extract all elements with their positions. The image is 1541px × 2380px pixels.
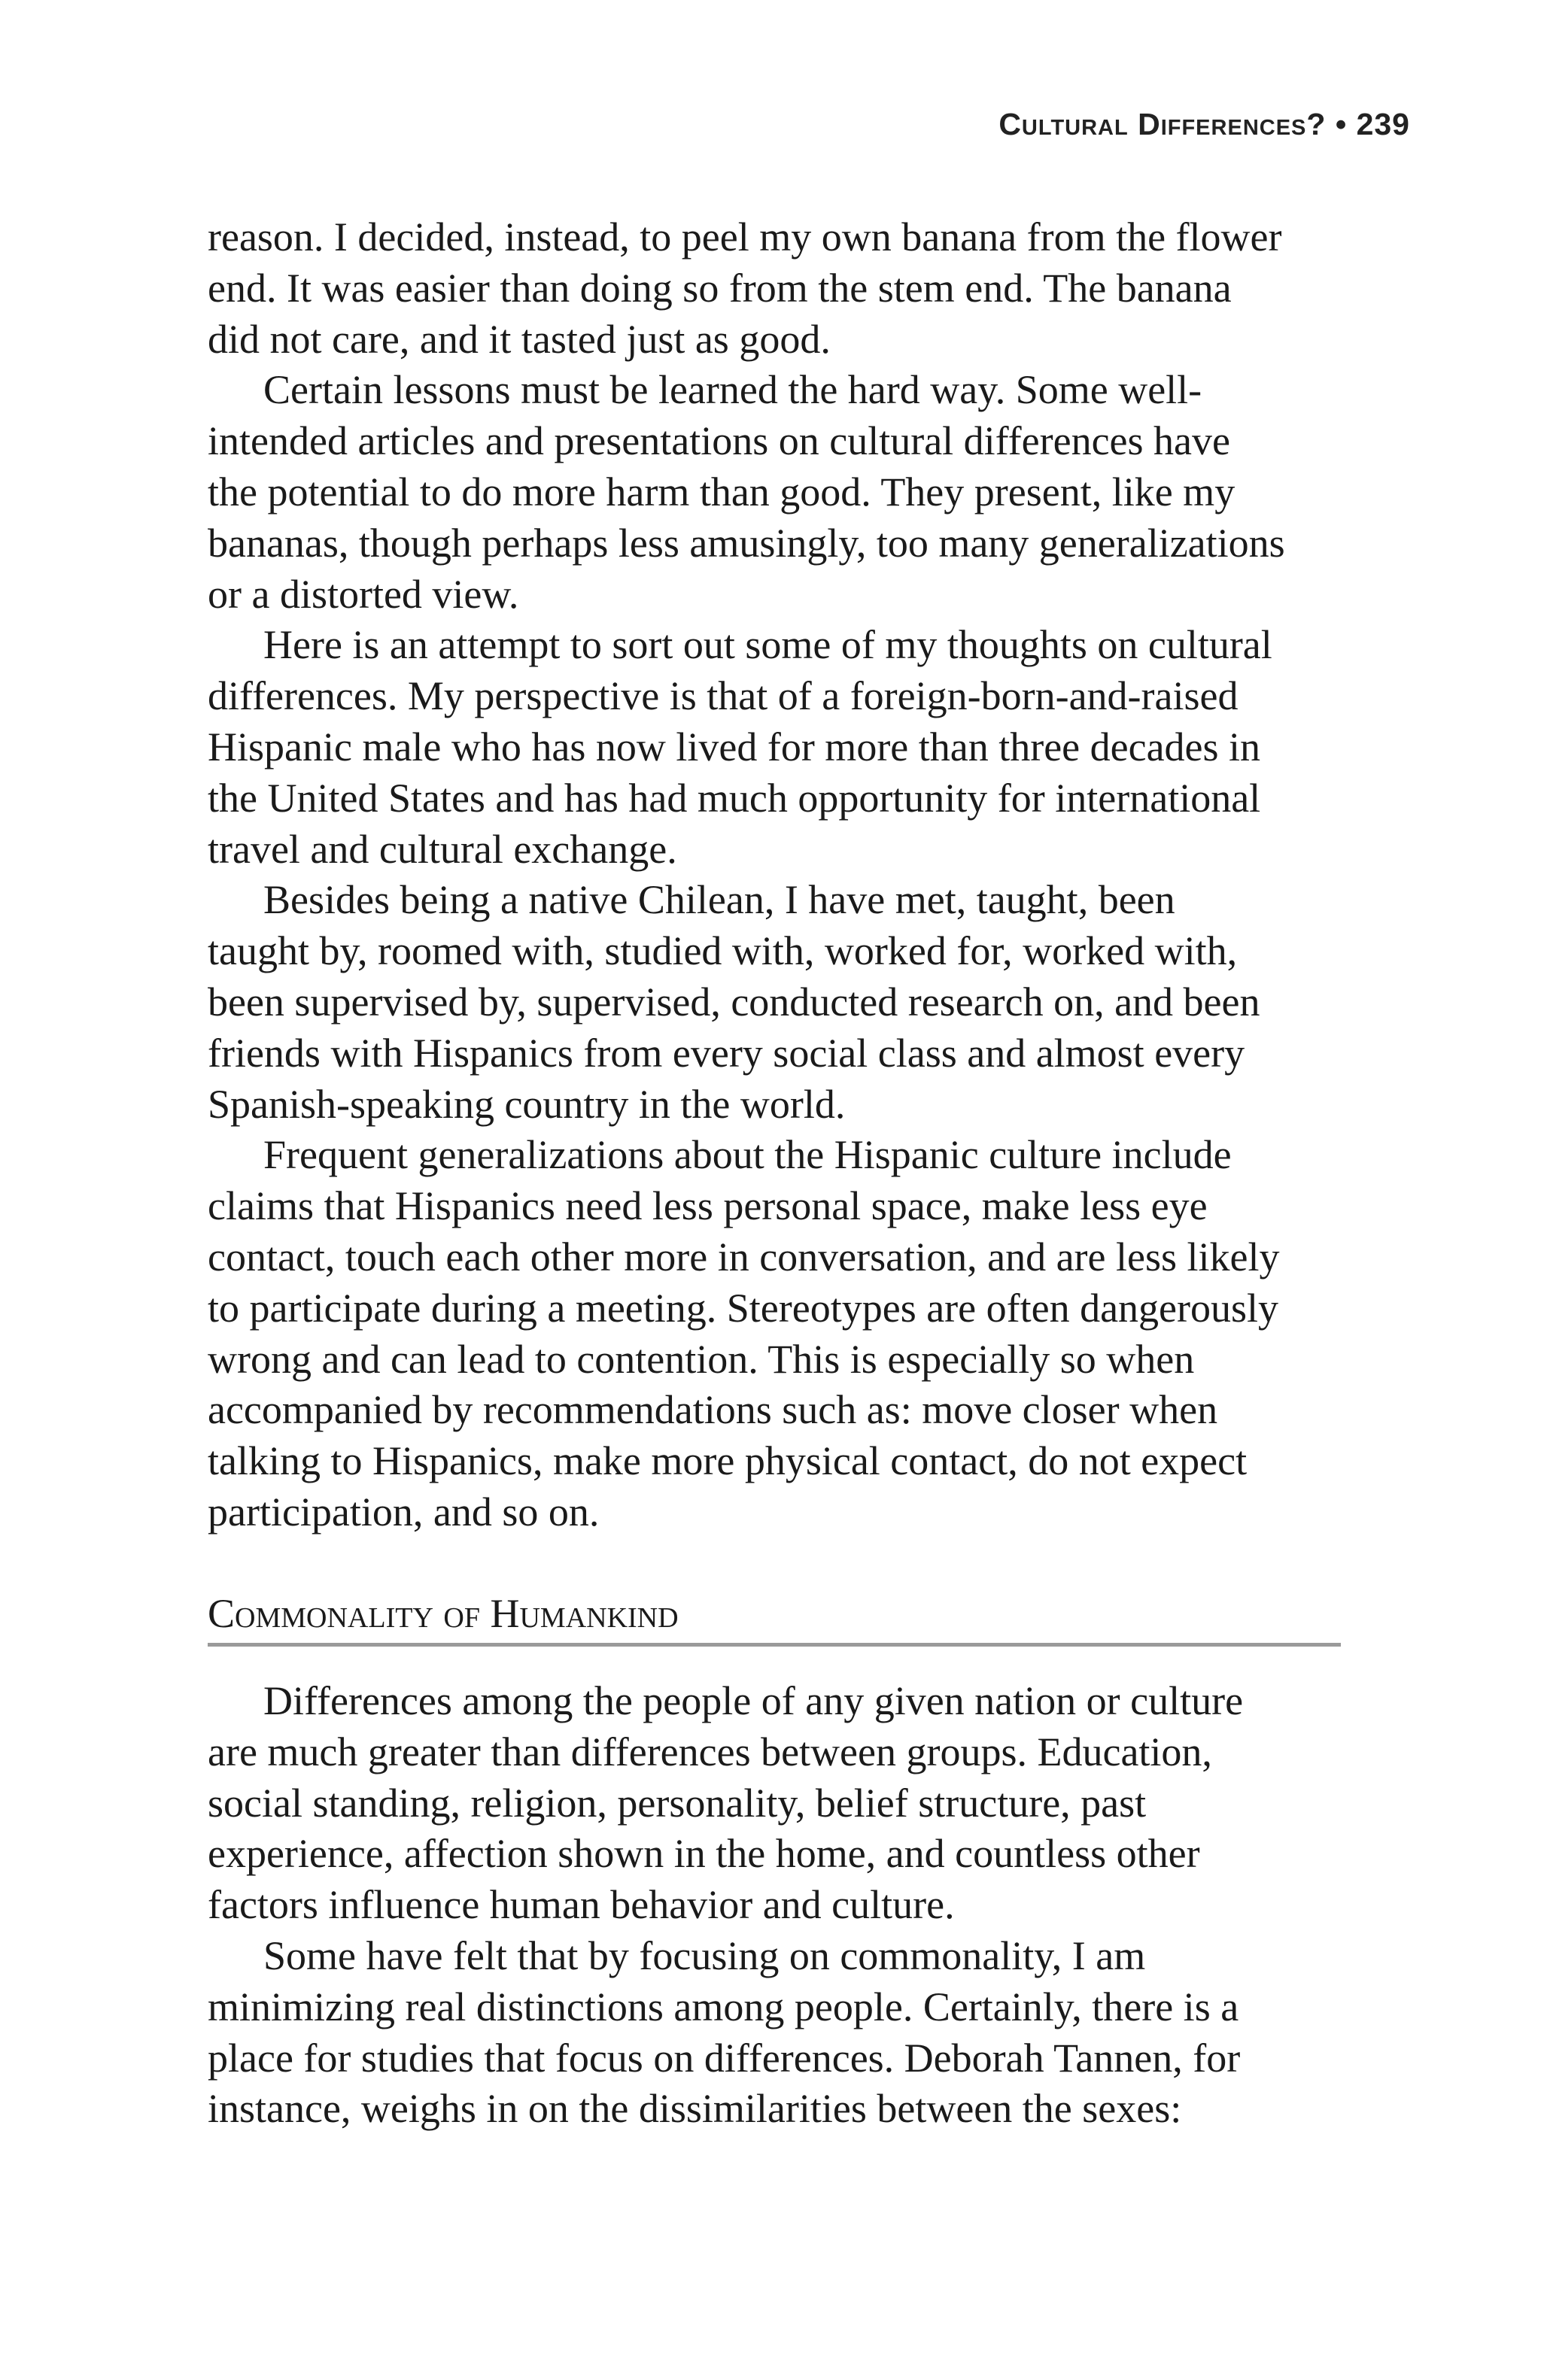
text-line-content: social standing, religion, personality, belief structure, past [208, 1780, 1147, 1826]
text-line [208, 1028, 1345, 1079]
text-line [208, 1982, 1345, 2033]
running-head-title: Cultural Differences? [998, 107, 1327, 141]
paragraph [208, 1130, 1345, 1538]
running-head-separator: • [1326, 107, 1357, 141]
paragraph [208, 1931, 1345, 2135]
text-line [208, 1334, 1345, 1386]
text-line-content: the potential to do more harm than good. They present, like my [208, 469, 1236, 515]
text-line [208, 314, 1345, 366]
text-line [208, 2084, 1345, 2135]
text-line-content: Spanish-speaking country in the world. [208, 1081, 846, 1127]
text-line [208, 365, 1345, 416]
text-line [208, 1130, 1345, 1181]
body-text-section-1 [208, 212, 1345, 1538]
text-line [208, 1727, 1345, 1778]
text-line-content: reason. I decided, instead, to peel my own banana from the flower [208, 214, 1282, 260]
text-line [208, 416, 1345, 467]
text-line-content: the United States and has had much opportunity for international [208, 775, 1261, 821]
text-line [208, 1487, 1345, 1538]
text-line-content: to participate during a meeting. Stereotypes are often dangerously [208, 1285, 1279, 1331]
text-line-content: did not care, and it tasted just as good. [208, 316, 831, 362]
text-line [208, 722, 1345, 773]
section-heading: Commonality of Humankind [208, 1590, 1341, 1647]
text-line [208, 926, 1345, 977]
text-line-content: Here is an attempt to sort out some of my thoughts on cultural [263, 622, 1272, 668]
text-line-content: been supervised by, supervised, conducted research on, and been [208, 979, 1260, 1025]
text-line-content: taught by, roomed with, studied with, worked for, worked with, [208, 928, 1238, 974]
text-line [208, 212, 1345, 263]
page-number: 239 [1356, 107, 1410, 141]
text-line-content: talking to Hispanics, make more physical contact, do not expect [208, 1438, 1248, 1484]
text-line-content: Some have felt that by focusing on commonality, I am [263, 1932, 1146, 1978]
paragraph [208, 365, 1345, 620]
text-line [208, 1385, 1345, 1436]
text-line [208, 2033, 1345, 2084]
text-line-content: are much greater than differences between groups. Education, [208, 1729, 1212, 1774]
text-line-content: travel and cultural exchange. [208, 826, 677, 872]
running-head [998, 107, 1410, 142]
text-line-content: wrong and can lead to contention. This is especially so when [208, 1336, 1195, 1382]
text-line-content: or a distorted view. [208, 571, 519, 617]
paragraph [208, 620, 1345, 875]
text-line [208, 1880, 1345, 1931]
text-line-content: factors influence human behavior and culture. [208, 1882, 955, 1928]
text-line-content: Hispanic male who has now lived for more than three decades in [208, 724, 1261, 770]
text-line-content: claims that Hispanics need less personal space, make less eye [208, 1183, 1208, 1229]
text-line [208, 773, 1345, 824]
text-line-content: participation, and so on. [208, 1489, 600, 1535]
text-line-content: Frequent generalizations about the Hispanic culture include [263, 1132, 1232, 1178]
text-line-content: Besides being a native Chilean, I have met, taught, been [263, 877, 1175, 923]
text-line [208, 569, 1345, 621]
paragraph [208, 1676, 1345, 1931]
text-line [208, 1079, 1345, 1131]
text-line-content: Differences among the people of any given nation or culture [263, 1678, 1244, 1723]
text-line [208, 1436, 1345, 1487]
text-line [208, 1931, 1345, 1982]
text-line-content: intended articles and presentations on cultural differences have [208, 418, 1230, 464]
text-line-content: experience, affection shown in the home, and countless other [208, 1831, 1200, 1877]
text-line [208, 620, 1345, 671]
text-line [208, 1676, 1345, 1727]
text-line [208, 263, 1345, 314]
text-line [208, 824, 1345, 876]
text-line [208, 518, 1345, 569]
text-line-content: place for studies that focus on differences. Deborah Tannen, for [208, 2035, 1241, 2081]
text-line-content: contact, touch each other more in conversation, and are less likely [208, 1234, 1280, 1280]
text-line-content: Certain lessons must be learned the hard way. Some well- [263, 367, 1202, 413]
text-line [208, 467, 1345, 518]
text-line [208, 875, 1345, 926]
text-line-content: bananas, though perhaps less amusingly, too many generalizations [208, 520, 1285, 566]
text-line-content: accompanied by recommendations such as: move closer when [208, 1387, 1218, 1433]
text-line [208, 1181, 1345, 1232]
text-line-content: friends with Hispanics from every social class and almost every [208, 1030, 1245, 1076]
paragraph [208, 875, 1345, 1130]
text-line-content: differences. My perspective is that of a foreign-born-and-raised [208, 673, 1239, 719]
text-line-content: minimizing real distinctions among people. Certainly, there is a [208, 1984, 1239, 2029]
paragraph [208, 212, 1345, 365]
text-line-content: instance, weighs in on the dissimilarities between the sexes: [208, 2086, 1182, 2132]
text-line [208, 1778, 1345, 1829]
text-line [208, 671, 1345, 722]
text-line [208, 977, 1345, 1028]
text-line [208, 1829, 1345, 1880]
text-line-content: end. It was easier than doing so from the stem end. The banana [208, 265, 1232, 311]
text-line [208, 1232, 1345, 1283]
body-text-section-2 [208, 1676, 1345, 2135]
text-line [208, 1283, 1345, 1334]
